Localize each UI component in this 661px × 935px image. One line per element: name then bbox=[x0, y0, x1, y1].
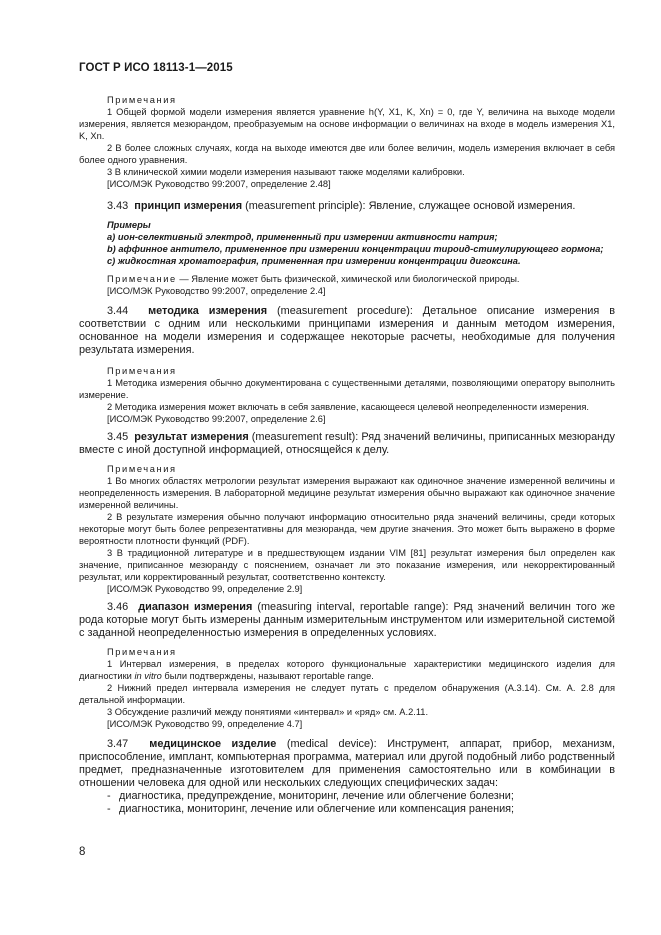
note-2: 2 Нижний предел интервала измерения не следует путать с пределом обнаружения (А.3.14). См. А. 2.8 для детальной информации. bbox=[79, 683, 615, 705]
term-name: медицинское изделие bbox=[149, 738, 277, 750]
note-text: — Явление может быть физической, химической или биологической природы. bbox=[179, 274, 520, 284]
term-3-47 bbox=[79, 738, 615, 790]
note-label: Примечание bbox=[107, 274, 177, 284]
list-item bbox=[107, 790, 615, 803]
note-2: 2 В результате измерения обычно получают информацию относительно ряда значений величины, среди которых некоторые могут быть более репрезентативны для мезюранда, чем другие значения. Это может быть выражено в форме вероятности плотности функций (PDF). bbox=[79, 512, 615, 546]
source-reference: [ИСО/МЭК Руководство 99, определение 4.7] bbox=[107, 719, 303, 729]
term-number: 3.44 bbox=[107, 305, 129, 317]
document-body bbox=[79, 94, 615, 816]
example-b: b) аффинное антитело, примененное при измерении концентрации тироид-стимулирующего гормона; bbox=[107, 244, 604, 254]
term-definition: (measurement principle): Явление, служащее основой измерения. bbox=[245, 200, 576, 212]
notes-heading: Примечания bbox=[107, 464, 177, 474]
term-number: 3.43 bbox=[107, 200, 129, 212]
list-item-text: диагностика, предупреждение, мониторинг, лечение или облегчение болезни; bbox=[119, 790, 514, 802]
term-definition: (measuring interval, reportable range): Ряд значений величин того же рода которые могут быть измерены данным измерительным инструментом или измерительной системой с заданной неопределенностью измерения в определенных условиях. bbox=[79, 601, 616, 639]
term-name: диапазон измерения bbox=[138, 601, 253, 613]
notes-heading: Примечания bbox=[107, 366, 177, 376]
term-number: 3.45 bbox=[107, 431, 129, 443]
term-3-46 bbox=[79, 601, 615, 640]
note-1: 1 Во многих областях метрологии результат измерения выражают как одиночное значение измеренной величины и неопределенность измерения. В лабораторной медицине результат измерения обычно выражают как одиночное значение измеренной величины. bbox=[79, 476, 615, 510]
examples-heading: Примеры bbox=[107, 220, 151, 230]
note-3: 3 В традиционной литературе и в предшествующем издании VIM [81] результат измерения был определен как значение, приписанное мезюранду с пояснением, означает ли это показание измерения, или некорректированный результат, или корректированный результат, соответственно контексту. bbox=[79, 548, 615, 582]
note-3: 3 В клинической химии модели измерения называют также моделями калибровки. bbox=[107, 167, 465, 177]
note-2: 2 Методика измерения может включать в себя заявление, касающееся целевой неопределенности измерения. bbox=[107, 402, 589, 412]
note-1-text-a: 1 Интервал измерения, в пределах которого функциональные характеристики медицинского изделия для диагностики bbox=[79, 659, 615, 681]
note-1-text-b: были подтверждены, называют reportable range. bbox=[161, 671, 374, 681]
source-reference: [ИСО/МЭК Руководство 99, определение 2.9] bbox=[107, 584, 303, 594]
note-1: 1 Методика измерения обычно документирована с существенными деталями, позволяющими оператору выполнить измерение. bbox=[79, 378, 615, 400]
note-3: 3 Обсуждение различий между понятиями «интервал» и «ряд» см. А.2.11. bbox=[107, 707, 429, 717]
dash-marker: - bbox=[107, 790, 111, 802]
page-number: 8 bbox=[79, 846, 86, 858]
term-name: методика измерения bbox=[148, 305, 268, 317]
source-reference: [ИСО/МЭК Руководство 99:2007, определение 2.6] bbox=[107, 414, 326, 424]
term-definition: (measurement procedure): Детальное описание измерения в соответствии с одним или несколькими принципами измерения и данным методом измерения, основанное на модели измерения и содержащее некоторые расчеты, необходимые для получения результата измерения. bbox=[79, 305, 615, 356]
term-definition: (medical device): Инструмент, аппарат, прибор, механизм, приспособление, имплант, компьютерная программа, материал или другой подобный либо родственный предмет, предназначенные изготовителем для применения самостоятельно или в комбинации в отношении человека для одной или нескольких следующих специфических задач: bbox=[79, 738, 615, 789]
document-header: ГОСТ Р ИСО 18113-1—2015 bbox=[79, 62, 233, 74]
term-3-43 bbox=[79, 200, 615, 213]
notes-heading: Примечания bbox=[107, 95, 177, 105]
dash-marker: - bbox=[107, 803, 111, 815]
term-name: принцип измерения bbox=[134, 200, 243, 212]
list-item bbox=[107, 803, 615, 816]
source-reference: [ИСО/МЭК Руководство 99:2007, определение 2.4] bbox=[107, 286, 326, 296]
example-a: а) ион-селективный электрод, примененный при измерении активности натрия; bbox=[107, 232, 498, 242]
term-name: результат измерения bbox=[134, 431, 249, 443]
list-item-text: диагностика, мониторинг, лечение или облегчение или компенсация ранения; bbox=[119, 803, 515, 815]
note-single bbox=[79, 273, 615, 285]
source-reference: [ИСО/МЭК Руководство 99:2007, определение 2.48] bbox=[107, 179, 331, 189]
note-1 bbox=[79, 658, 615, 682]
term-definition: (measurement result): Ряд значений величины, приписанных мезюранду вместе с иной доступной информацией, относящейся к делу. bbox=[79, 431, 615, 456]
term-3-45 bbox=[79, 431, 615, 457]
term-number: 3.46 bbox=[107, 601, 129, 613]
note-1-italic: in vitro bbox=[134, 671, 162, 681]
term-number: 3.47 bbox=[107, 738, 129, 750]
notes-heading: Примечания bbox=[107, 647, 177, 657]
example-c: с) жидкостная хроматография, примененная при измерении концентрации дигоксина. bbox=[107, 256, 521, 266]
note-2: 2 В более сложных случаях, когда на выходе имеются две или более величин, модель измерения включает в себя более одного уравнения. bbox=[79, 143, 615, 165]
note-1: 1 Общей формой модели измерения является уравнение h(Y, X1, K, Xn) = 0, где Y, величина на выходе модели измерения, является мезюрандом, преобразуемым на основе информации о величинах на входе в модель измерения X1, K, Xn. bbox=[79, 107, 615, 141]
term-3-44 bbox=[79, 305, 615, 357]
